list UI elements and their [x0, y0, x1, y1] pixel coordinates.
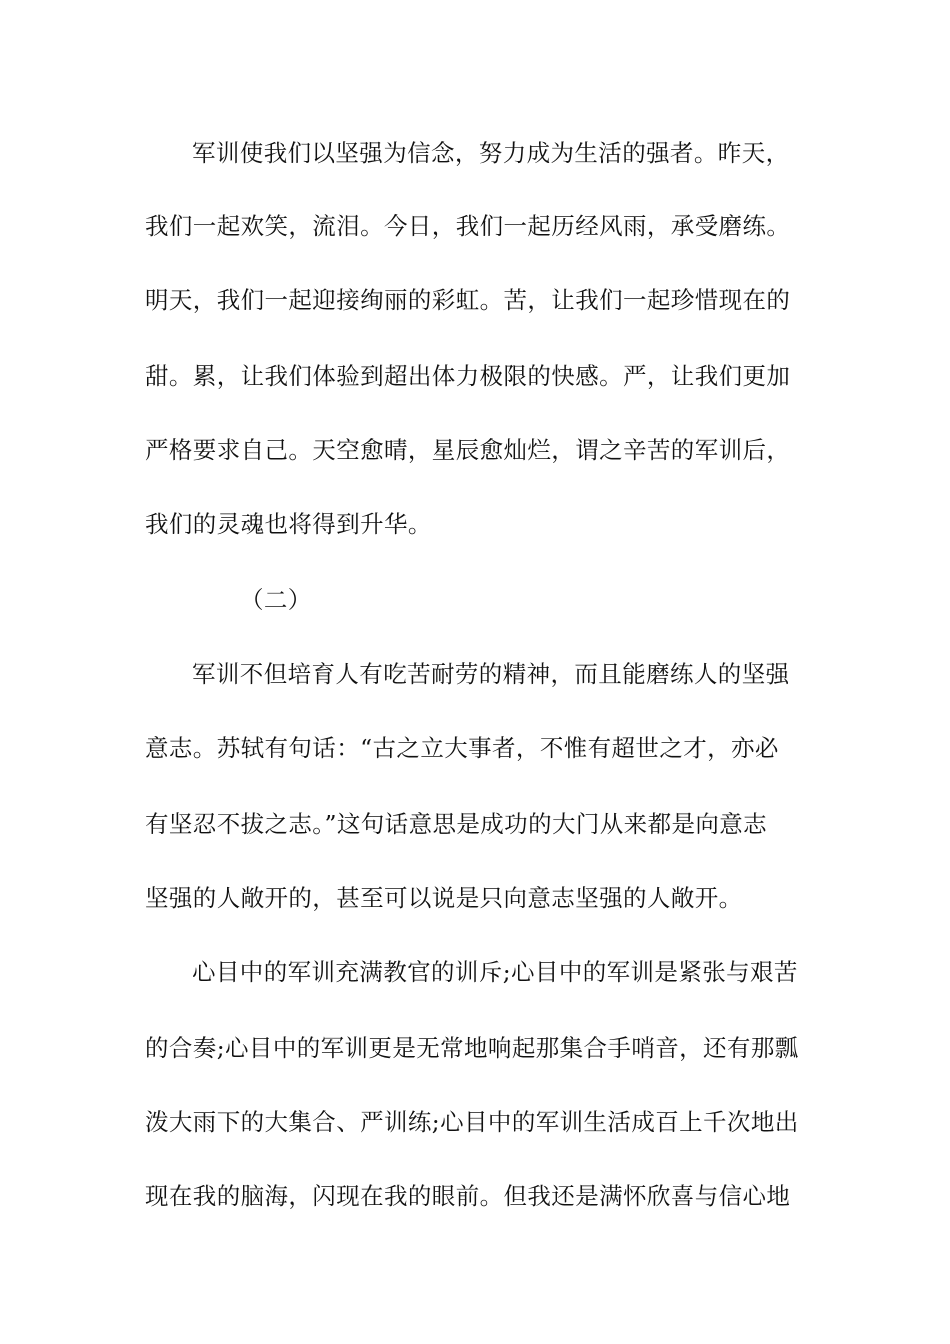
paragraph-2-line-1: 军训不但培育人有吃苦耐劳的精神，而且能磨练人的坚强 — [192, 660, 790, 688]
paragraph-1-line-4: 甜。累，让我们体验到超出体力极限的快感。严，让我们更加 — [145, 362, 791, 390]
paragraph-2-line-4: 坚强的人敞开的，甚至可以说是只向意志坚强的人敞开。 — [145, 884, 743, 912]
paragraph-1-line-5: 严格要求自己。天空愈晴，星辰愈灿烂，谓之辛苦的军训后， — [145, 436, 791, 464]
paragraph-1-line-1: 军训使我们以坚强为信念，努力成为生活的强者。昨天， — [192, 139, 790, 167]
paragraph-1-line-3: 明天，我们一起迎接绚丽的彩虹。苦，让我们一起珍惜现在的 — [145, 286, 791, 314]
paragraph-3-line-2: 的合奏;心目中的军训更是无常地响起那集合手哨音，还有那瓢 — [145, 1034, 799, 1062]
paragraph-3-line-4: 现在我的脑海，闪现在我的眼前。但我还是满怀欣喜与信心地 — [145, 1182, 791, 1210]
paragraph-3-line-1: 心目中的军训充满教官的训斥;心目中的军训是紧张与艰苦 — [192, 958, 798, 986]
paragraph-2-line-3: 有坚忍不拔之志。”这句话意思是成功的大门从来都是向意志 — [145, 810, 768, 838]
paragraph-1-line-2: 我们一起欢笑，流泪。今日，我们一起历经风雨，承受磨练。 — [145, 212, 791, 240]
paragraph-2-line-2: 意志。苏轼有句话：“古之立大事者，不惟有超世之才，亦必 — [145, 734, 779, 762]
paragraph-3-line-3: 泼大雨下的大集合、严训练;心目中的军训生活成百上千次地出 — [145, 1108, 799, 1136]
section-heading: （二） — [240, 586, 312, 614]
paragraph-1-line-6: 我们的灵魂也将得到升华。 — [145, 510, 432, 538]
